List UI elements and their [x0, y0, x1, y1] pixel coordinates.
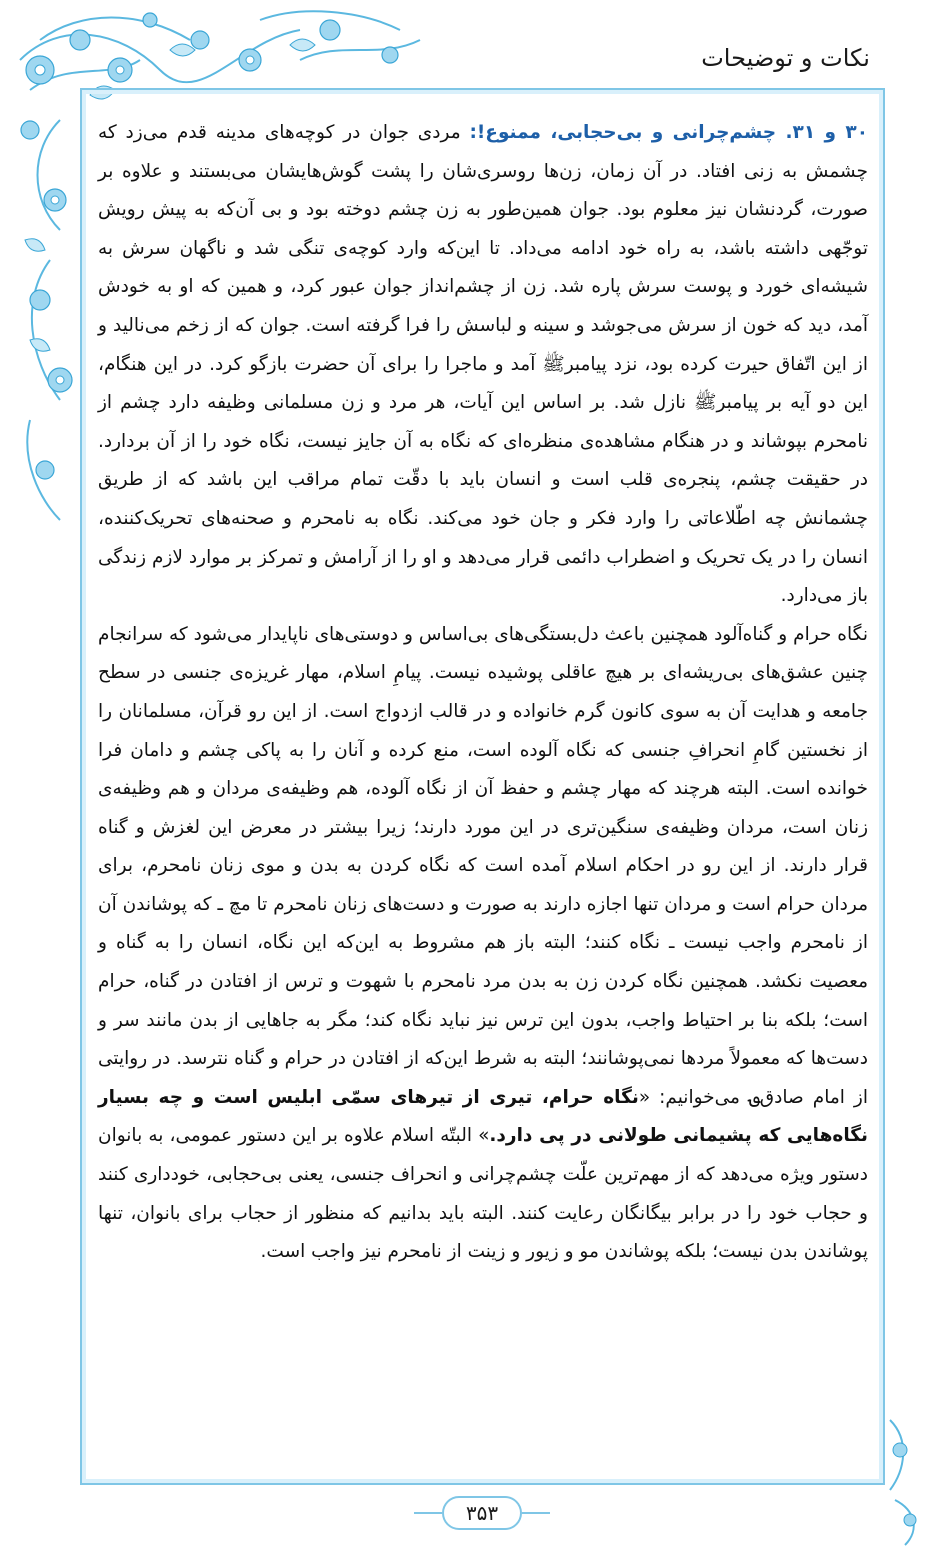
honorific-glyph: ﷺ — [542, 353, 565, 375]
paragraph-2-text-c: » البتّه اسلام علاوه بر این دستور عمومی، به بانوان دستور ویژه می‌دهد که از مهم‌ترین علّت چشم‌چرانی و انحراف جنسی، یعنی بی‌حجابی، خودداری کنند و حجاب خود را در برابر بیگانگان رعایت کنند. البته باید بدانیم که منظور از حجاب برای بانوان، تنها پوشاندن بدن نیست؛ بلکه پوشاندن مو و زیور و زینت از نامحرم نیز واجب است. — [98, 1125, 868, 1263]
paragraph-2-text-a: نگاه حرام و گناه‌آلود همچنین باعث دل‌بستگی‌های بی‌اساس و دوستی‌های ناپایدار می‌شود که سرانجام چنین عشق‌های بی‌ریشه‌ای بر هیچ عاقلی پوشیده نیست. پیامِ اسلام، مهار غریزه‌ی جنسی در سطح جامعه و هدایت آن به سوی کانون گرم خانواده و در قالب ازدواج است. از این رو قرآن، مسلمانان را از نخستین گامِ انحرافِ جنسی که نگاه آلوده است، منع کرده و آنان را به پاکی چشم و دامان فرا خوانده است. البته هرچند که مهار چشم و حفظ آن از نگاه آلوده، هم وظیفه‌ی مردان و هم وظیفه‌ی زنان است، مردان وظیفه‌ی سنگین‌تری در این مورد دارند؛ زیرا بیشتر در معرض این لغزش و گناه قرار دارند. از این رو در احکام اسلام آمده است که نگاه کردن به بدن و موی زنان نامحرم، برای مردان حرام است و مردان تنها اجازه دارند به صورت و دست‌های زنان نامحرم تا مچ ـ که پوشاندن آن از نامحرم واجب نیست ـ نگاه کنند؛ البته باز هم مشروط به این‌که این نگاه، انسان را به گناه و معصیت نکشد. همچنین نگاه کردن زن به بدن مرد نامحرم با شهوت و ترس از افتادن در گناه، حرام است؛ بلکه بنا بر احتیاط واجب، بدون این ترس نیز نباید نگاه کند؛ مگر به جاهایی از بدن مانند سر و دست‌ها که معمولاً مردها نمی‌پوشانند؛ البته به شرط این‌که از افتادن در حرام و گناه نترسد. در روایتی از امام صادق — [98, 623, 868, 1108]
section-heading: ۳۰ و ۳۱. چشم‌چرانی و بی‌حجابی، ممنوع!: — [469, 122, 868, 143]
honorific-glyph: ؈ — [748, 1086, 760, 1108]
paragraph-2 — [98, 616, 868, 1272]
body-text — [98, 114, 868, 1272]
paragraph-1-text-c: نازل شد. بر اساس این آیات، هر مرد و زن مسلمانی وظیفه دارد چشم از نامحرم بپوشاند و در هنگام مشاهده‌ی منظره‌ای که نگاه به آن جایز نیست، نگاه خود را از آن بردارد. در حقیقت چشم، پنجره‌ی قلب است و انسان باید با دقّت تمام مراقب این باشد که از طریق چشمانش چه اطّلاعاتی را وارد فکر و جان خود می‌کند. نگاه به نامحرم و صحنه‌های تحریک‌کننده، انسان را در یک تحریک و اضطراب دائمی قرار می‌دهد و او را از آرامش و تمرکز بر موارد لازم زندگی باز می‌دارد. — [98, 392, 868, 607]
honorific-glyph: ﷺ — [694, 392, 717, 414]
paragraph-1-text-b: آمد و ماجرا را برای آن حضرت بازگو کرد. در این هنگام، این دو آیه بر پیامبر — [98, 353, 869, 414]
paragraph-1-text-a: مردی جوان در کوچه‌های مدینه قدم می‌زد که چشمش به زنی افتاد. در آن زمان، زن‌ها روسری‌شان را پشت گوش‌هایشان می‌بستند و علاوه بر صورت، گردنشان نیز معلوم بود. جوان همین‌طور به زن چشم دوخته بود و بی آن‌که به پیش رویش توجّهی داشته باشد، به راه خود ادامه می‌داد. تا این‌که وارد کوچه‌ی تنگی شد و ناگهان سرش به شیشه‌ای خورد و پوست سرش پاره شد. زن از چشم‌انداز جوان عبور کرد، و همین که او به خودش آمد، دید که خون از سرش می‌جوشد و سینه و لباسش را فرا گرفته است. جوان که از زخم می‌نالید و از این اتّفاق حیرت کرده بود، نزد پیامبر — [98, 122, 868, 375]
page-title: نکات و توضیحات — [701, 44, 870, 72]
page-number: ۳۵۳ — [442, 1496, 522, 1530]
hadith-quote: نگاه حرام، تیری از تیرهای سمّی ابلیس است و چه بسیار نگاه‌هایی که پشیمانی طولانی در پی دارد. — [98, 1086, 869, 1147]
paragraph-1 — [98, 114, 868, 616]
paragraph-2-text-b: می‌خوانیم: « — [638, 1086, 749, 1108]
